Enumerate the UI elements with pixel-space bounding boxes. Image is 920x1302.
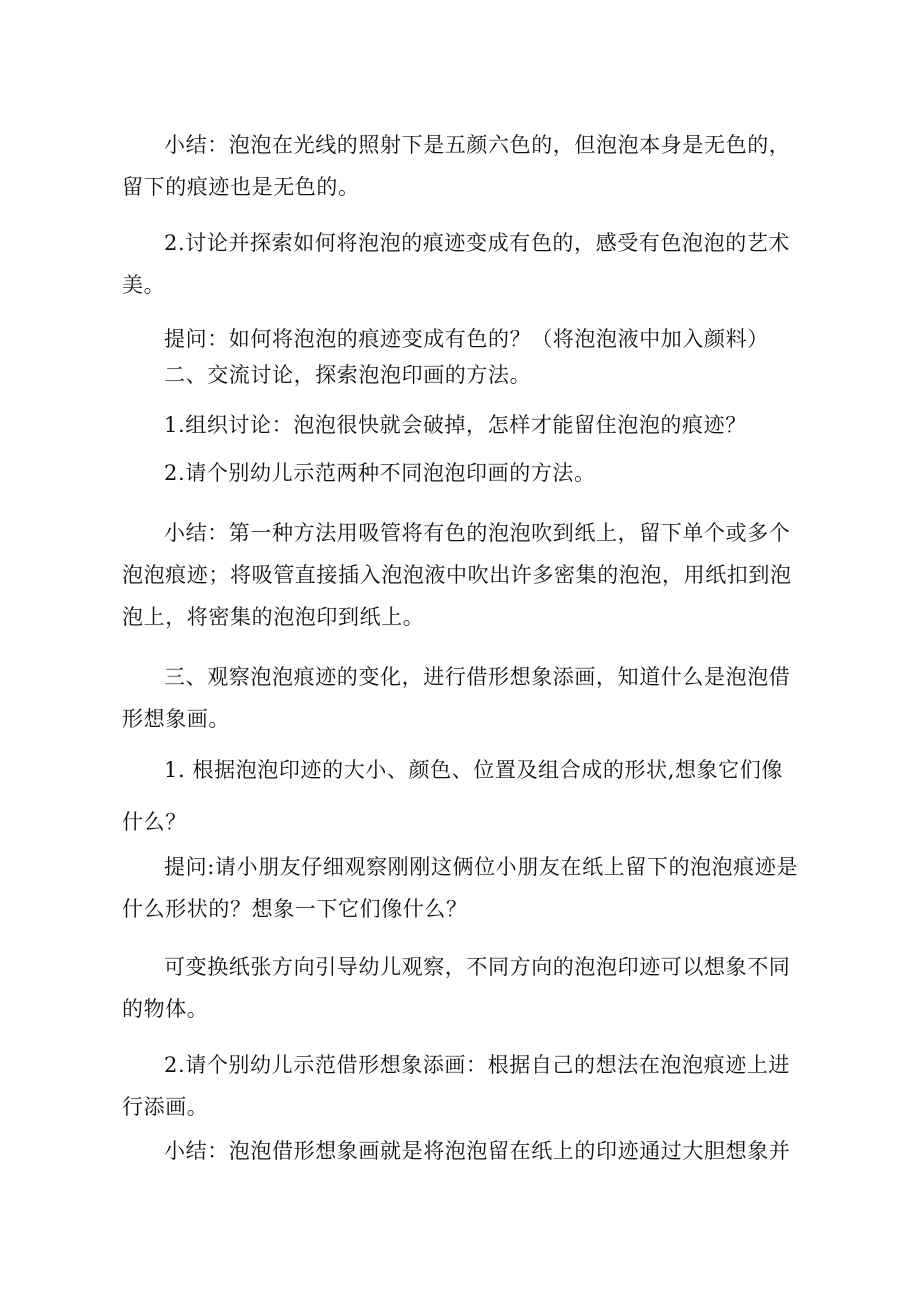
step-1-organize-discussion: 1.组织讨论：泡泡很快就会破掉，怎样才能留住泡泡的痕迹？	[164, 413, 747, 437]
question-paragraph-2: 提问:请小朋友仔细观察刚刚这俩位小朋友在纸上留下的泡泡痕迹是什么形状的？想象一下它们像什么？	[122, 855, 799, 921]
step-2-add-drawing: 2.请个别幼儿示范借形想象添画：根据自己的想法在泡泡痕迹上进行添画。	[122, 1053, 791, 1119]
step-2-demonstration: 2.请个别幼儿示范两种不同泡泡印画的方法。	[164, 461, 596, 485]
summary-paragraph-3: 小结：泡泡借形想象画就是将泡泡留在纸上的印迹通过大胆想象并	[164, 1139, 791, 1163]
question-paragraph-1: 提问：如何将泡泡的痕迹变成有色的？（将泡泡液中加入颜料）	[164, 327, 769, 351]
summary-paragraph-1: 小结：泡泡在光线的照射下是五颜六色的，但泡泡本身是无色的，留下的痕迹也是无色的。	[122, 133, 791, 199]
step-1-imagination: 1. 根据泡泡印迹的大小、颜色、位置及组合成的形状,想象它们像什么？	[122, 758, 783, 834]
summary-paragraph-2: 小结：第一种方法用吸管将有色的泡泡吹到纸上，留下单个或多个泡泡痕迹；将吸管直接插入泡泡液中吹出许多密集的泡泡，用纸扣到泡泡上，将密集的泡泡印到纸上。	[122, 521, 792, 629]
section-3-heading: 三、观察泡泡痕迹的变化，进行借形想象添画，知道什么是泡泡借形想象画。	[122, 665, 791, 731]
step-2-discussion: 2.讨论并探索如何将泡泡的痕迹变成有色的，感受有色泡泡的艺术美。	[122, 231, 791, 297]
guidance-paragraph: 可变换纸张方向引导幼儿观察，不同方向的泡泡印迹可以想象不同的物体。	[122, 955, 791, 1021]
section-2-heading: 二、交流讨论，探索泡泡印画的方法。	[164, 363, 532, 387]
